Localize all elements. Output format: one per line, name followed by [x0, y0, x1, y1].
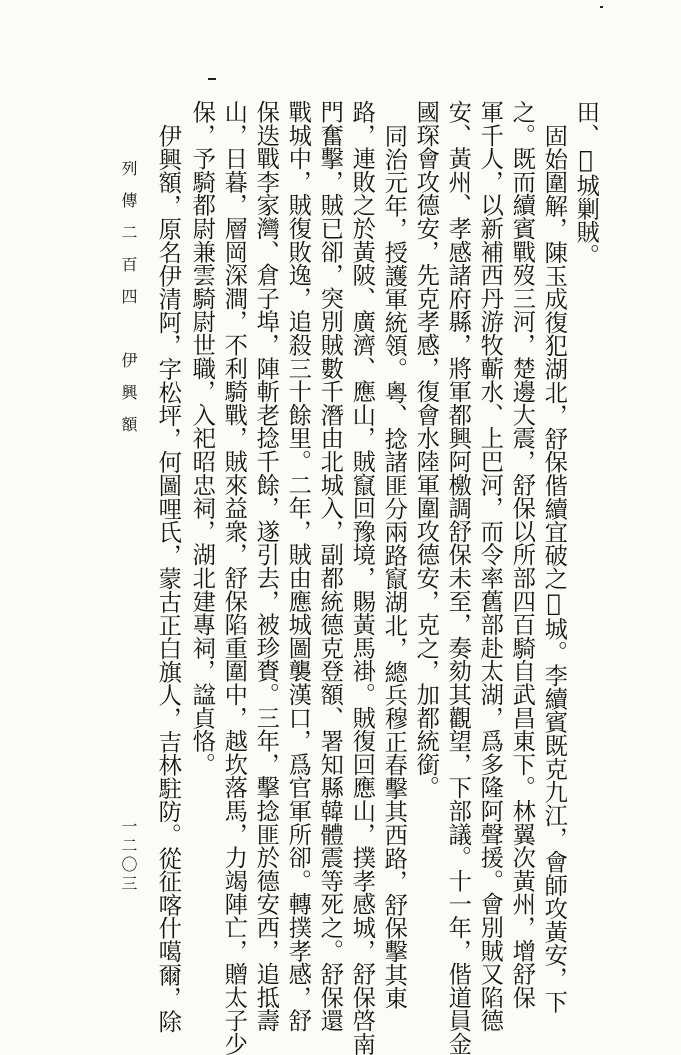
- page-number: 一二〇三: [119, 818, 138, 894]
- stray-mark: [600, 6, 603, 8]
- running-header: 列傳二百四 伊興額: [119, 160, 138, 448]
- text-column-1: 田、𢈪城剿賊。: [572, 100, 600, 267]
- text-column-3: 之。既而續賓戰歿三河，楚邊大震，舒保以所部四百騎自武昌東下。林翼次黃州，增舒保: [508, 100, 536, 1009]
- text-column-7: 同治元年，授護軍統領。粵、捻諸匪分兩路竄湖北，總兵穆正春擊其西路，舒保擊其東: [380, 124, 408, 1010]
- text-column-8: 路，連敗之於黃陂、廣濟、應山，賊竄回豫境，賜黃馬褂。賊復回應山，撲孝感城，舒保啓南: [348, 100, 376, 1055]
- text-column-5: 安、黃州、孝感諸府縣，將軍都興阿檄調舒保未至，奏劾其觀望，下部議。十一年，偕道員金: [444, 100, 472, 1055]
- text-column-13: 保，予騎都尉兼雲騎尉世職，入祀昭忠祠，湖北建專祠，諡貞恪。: [188, 100, 216, 776]
- text-column-2: 固始圍解，陳玉成復犯湖北，舒保偕續宜破之𢈪城。李續賓既克九江，會師攻黃安，下: [540, 124, 568, 1014]
- text-column-4: 軍千人，以新補西丹游牧蘄水、上巴河，而令率舊部赴太湖，爲多隆阿聲援。會別賊又陷德: [476, 100, 504, 1032]
- text-column-11: 保迭戰李家灣、倉子埠，陣斬老捻千餘，遂引去，被珍賚。三年，擊捻匪於德安西，追抵壽: [252, 100, 280, 1032]
- text-column-12: 山，日暮，層岡深澗，不利騎戰，賊來益衆，舒保陷重圍中，越坎落馬，力竭陣亡，贈太子少: [220, 100, 248, 1055]
- text-column-6: 國琛會攻德安，先克孝感，復會水陸軍圍攻德安，克之，加都統銜。: [412, 100, 440, 799]
- text-column-9: 門奮擊，賊已卻，突別賊數千潛由北城入，副都統德克登額、署知縣韓體震等死之。舒保還: [316, 100, 344, 1032]
- text-column-10: 戰城中，賊復敗逸，追殺三十餘里。二年，賊由應城圖襲漢口，爲官軍所卻。轉撲孝感，舒: [284, 100, 312, 1032]
- text-column-14: 伊興額，原名伊清阿，字松坪，何圖哩氏，蒙古正白旗人，吉林駐防。從征喀什噶爾，除: [154, 124, 182, 1033]
- stray-mark: [208, 78, 216, 80]
